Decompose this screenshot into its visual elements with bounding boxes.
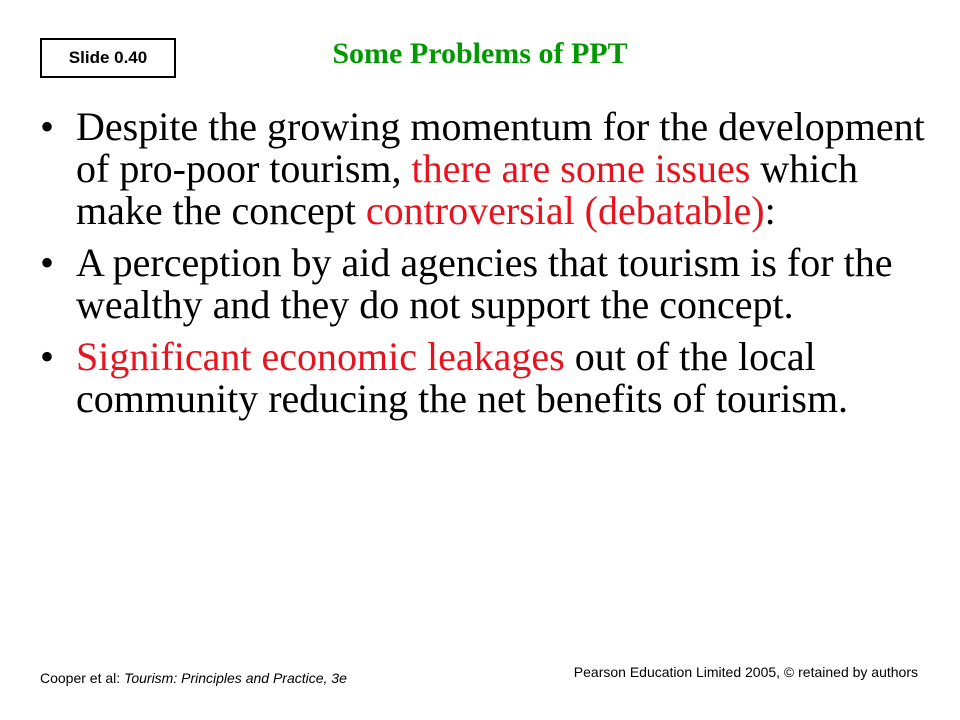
bullet-text-segment: : — [764, 188, 776, 233]
footer-citation — [40, 670, 347, 686]
bullet-glyph: • — [40, 104, 55, 149]
bullet-list — [40, 106, 930, 430]
slide-title: Some Problems of PPT — [332, 37, 628, 70]
footer-copyright: Pearson Education Limited 2005, © retained by authors — [573, 664, 918, 680]
slide-number-badge: Slide 0.40 — [40, 38, 176, 78]
bullet-text-segment: Despite the growing momentum for the development of pro-poor tourism, — [76, 104, 925, 191]
footer-citation-prefix: Cooper et al: — [40, 670, 125, 686]
bullet-glyph: • — [40, 334, 55, 379]
footer-citation-title: Tourism: Principles and Practice, 3e — [124, 670, 347, 686]
bullet-text-segment: out of the local community reducing the net benefits of tourism. — [76, 334, 849, 421]
bullet-text-segment: which make the concept — [76, 146, 859, 233]
bullet-item — [40, 106, 930, 232]
bullet-emphasis-segment: there are some issues — [411, 146, 751, 191]
bullet-emphasis-segment: Significant economic leakages — [76, 334, 565, 379]
bullet-glyph: • — [40, 240, 55, 285]
bullet-emphasis-segment: controversial (debatable) — [365, 188, 765, 233]
bullet-item — [40, 242, 930, 326]
bullet-text-segment: A perception by aid agencies that tourism is for the wealthy and they do not support the concept. — [76, 240, 893, 327]
bullet-item — [40, 336, 930, 420]
